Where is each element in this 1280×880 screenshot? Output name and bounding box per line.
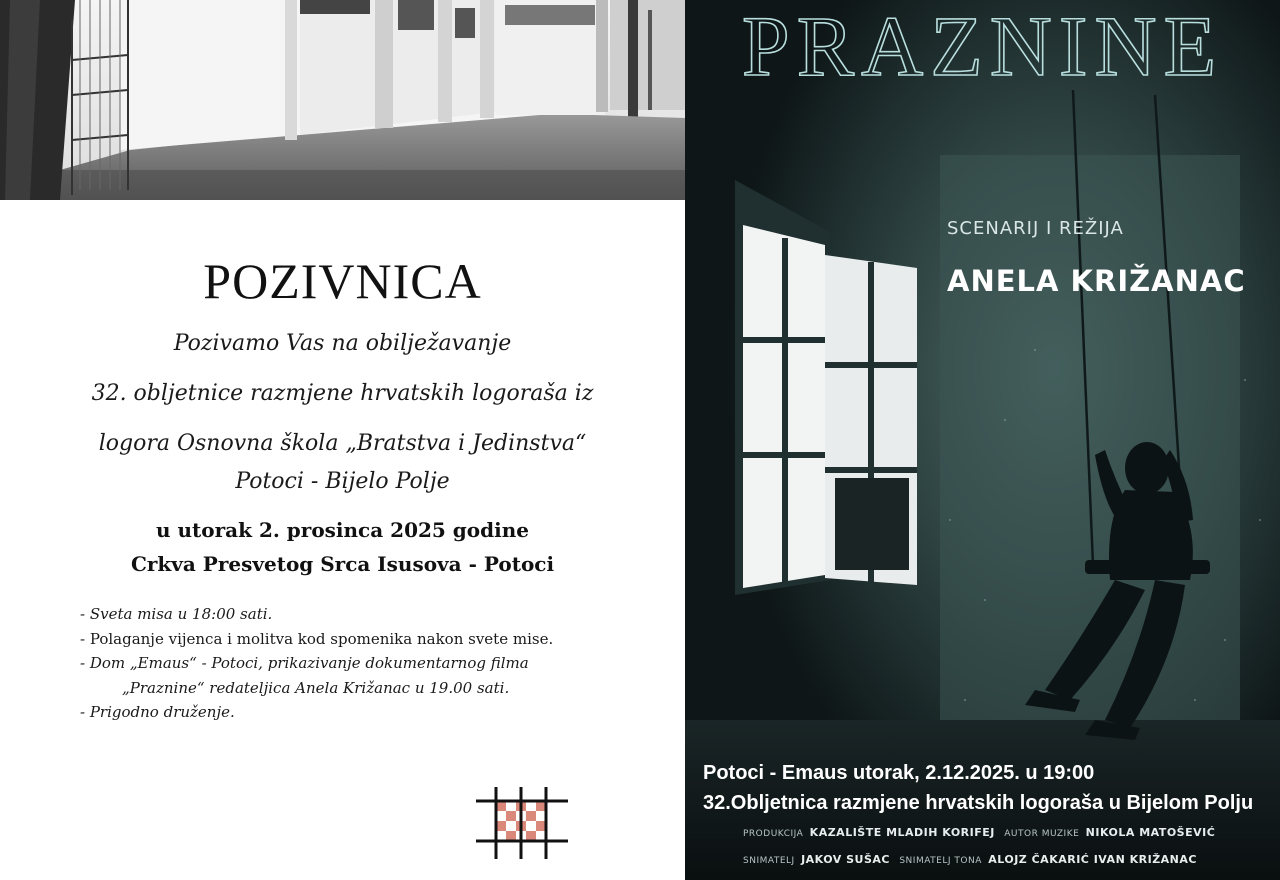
program-item: - Prigodno druženje.	[80, 703, 235, 721]
program-item: - Polaganje vijenca i molitva kod spomenika nakon svete mise.	[80, 629, 554, 648]
event-program	[80, 602, 553, 725]
credit-label: PRODUKCIJA	[743, 829, 804, 839]
credit-label: SNIMATELJ TONA	[899, 856, 982, 866]
credit-label: SNIMATELJ	[743, 856, 795, 866]
intro-line-1: Pozivamo Vas na obilježavanje	[173, 331, 512, 356]
credit-value: ALOJZ ČAKARIĆ IVAN KRIŽANAC	[988, 853, 1197, 866]
credit-value: NIKOLA MATOŠEVIĆ	[1085, 826, 1216, 839]
credit-value: JAKOV SUŠAC	[801, 853, 890, 866]
event-date: u utorak 2. prosinca 2025 godine	[156, 518, 529, 542]
program-item: „Praznine“ redateljica Anela Križanac u 19.00 sati.	[122, 678, 510, 697]
credit-value: KAZALIŠTE MLADIH KORIFEJ	[809, 826, 995, 839]
director-name: ANELA KRIŽANAC	[947, 264, 1246, 298]
screening-line: Potoci - Emaus utorak, 2.12.2025. u 19:00	[703, 762, 1095, 784]
program-item: - Dom „Emaus“ - Potoci, prikazivanje dokumentarnog filma	[80, 654, 529, 672]
credit-role: SCENARIJ I REŽIJA	[947, 218, 1124, 239]
school-building-photo	[0, 0, 685, 200]
intro-line-4: Potoci - Bijelo Polje	[235, 469, 450, 494]
poster-title: PRAZNINE	[741, 0, 1224, 94]
invitation-title: POZIVNICA	[203, 253, 482, 309]
credits-row-2	[743, 853, 1203, 866]
credit-label: AUTOR MUZIKE	[1004, 829, 1080, 839]
event-place: Crkva Presvetog Srca Isusova - Potoci	[130, 552, 555, 576]
credits-row-1	[743, 826, 1221, 839]
intro-line-2: 32. obljetnice razmjene hrvatskih logoraša iz	[91, 381, 594, 406]
film-poster	[685, 0, 1280, 880]
intro-line-3: logora Osnovna škola „Bratstva i Jedinstva“	[98, 431, 587, 456]
checkerboard-logo	[476, 787, 568, 863]
poster-artwork	[685, 0, 1280, 880]
anniversary-line: 32.Obljetnica razmjene hrvatskih logoraša u Bijelom Polju	[703, 792, 1254, 814]
program-item: - Sveta misa u 18:00 sati.	[80, 605, 273, 623]
